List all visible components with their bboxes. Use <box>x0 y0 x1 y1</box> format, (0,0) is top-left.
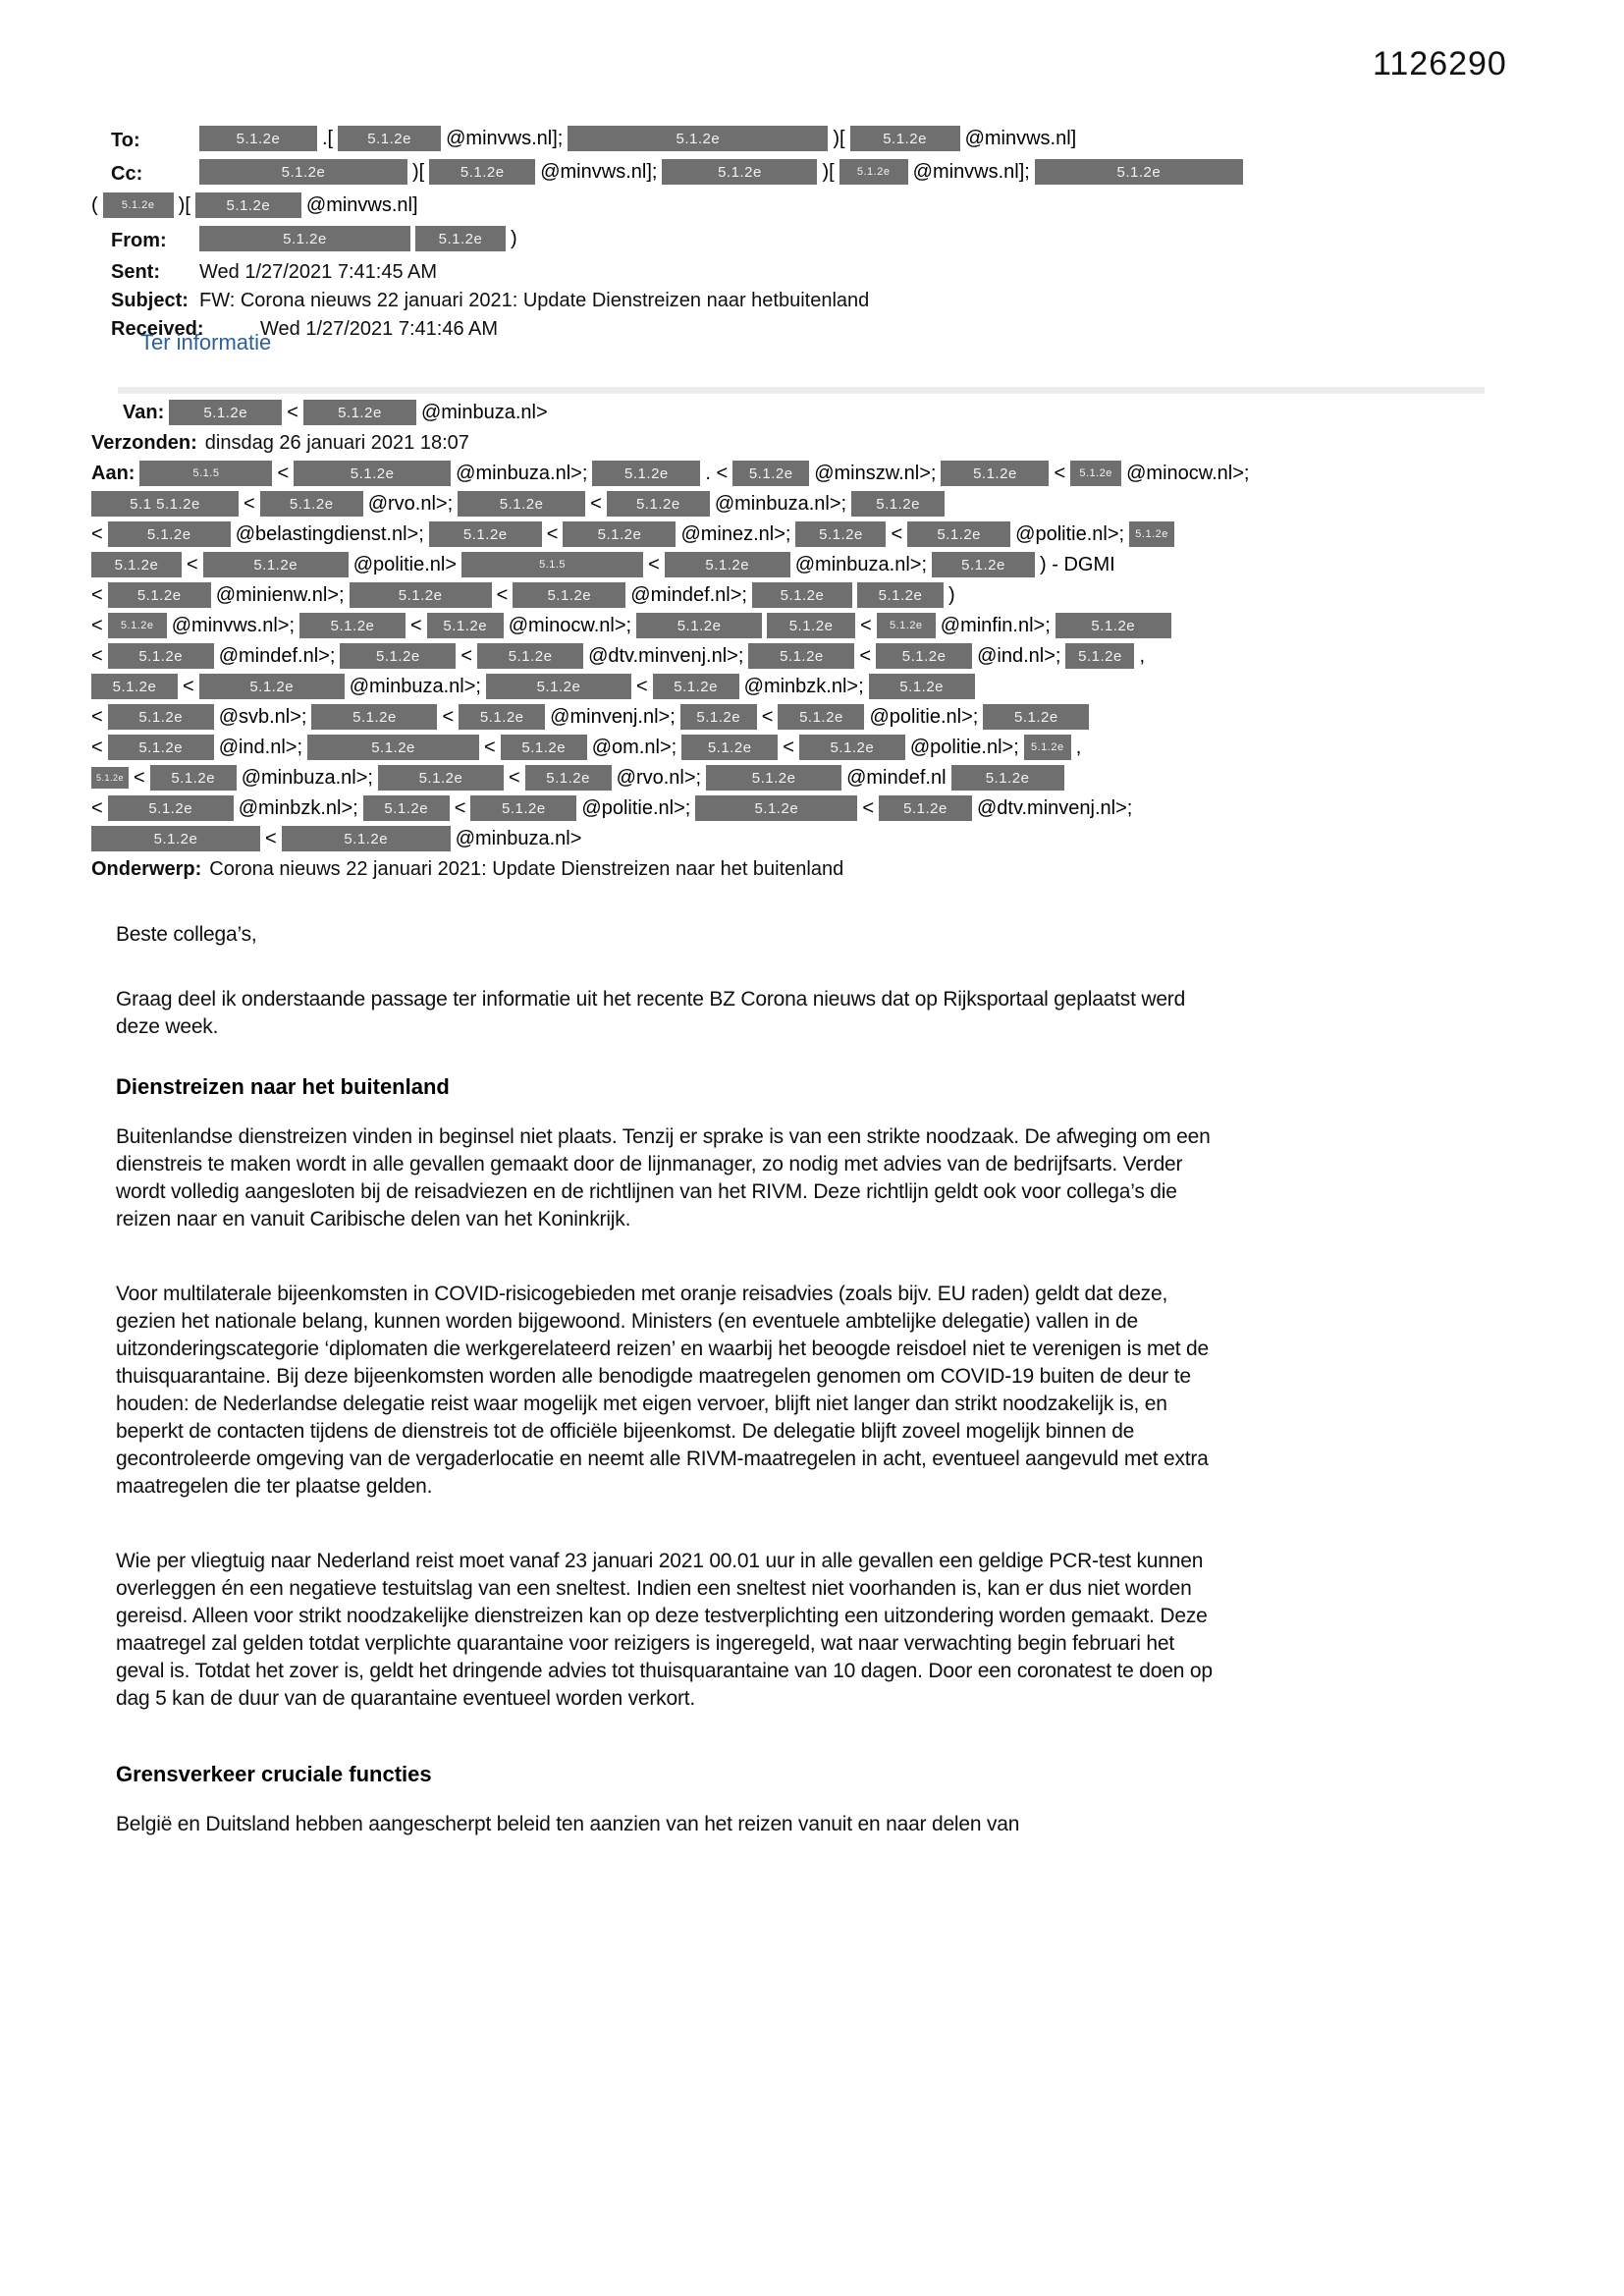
sent-value: Wed 1/27/2021 7:41:45 AM <box>199 260 438 283</box>
redaction-block: 5.1.2e <box>108 643 214 669</box>
redaction-block: 5.1.2e <box>282 826 451 851</box>
recipient-text: )[ <box>833 127 845 149</box>
recipient-text: < <box>187 553 198 575</box>
recipient-text: @minbzk.nl>; <box>238 796 358 819</box>
recipient-text: < <box>91 644 103 667</box>
redaction-block: 5.1.2e <box>427 613 504 638</box>
redaction-block: 5.1.2e <box>799 735 905 760</box>
recipient-text: @minvenj.nl>; <box>550 705 676 728</box>
recipient-line <box>91 613 1564 638</box>
recipient-text: < <box>648 553 660 575</box>
redaction-block: 5.1.2e <box>415 226 506 251</box>
redaction-block: 5.1.2e <box>108 704 214 730</box>
recipient-text: @minocw.nl>; <box>1126 462 1250 484</box>
recipient-text: . < <box>705 462 729 484</box>
redaction-block: 5.1.2e <box>795 521 886 547</box>
recipient-text: < <box>635 675 648 697</box>
aan-value-line-1 <box>139 461 1249 486</box>
header-row-received <box>111 316 1564 342</box>
recipient-text: < <box>287 401 298 423</box>
redaction-block: 5.1.2e <box>477 643 583 669</box>
redaction-block: 5.1.2e <box>695 795 857 821</box>
recipient-text: @minienw.nl>; <box>215 583 345 606</box>
recipient-text: < <box>546 522 559 545</box>
section-heading-grensverkeer: Grensverkeer cruciale functies <box>116 1762 432 1786</box>
recipient-text: < <box>783 736 794 758</box>
recipient-text: @ind.nl>; <box>218 736 303 758</box>
recipient-text: < <box>891 522 903 545</box>
van-value <box>169 400 547 425</box>
recipient-line <box>91 552 1564 577</box>
email-body <box>116 921 1216 1886</box>
to-label: To: <box>111 130 140 151</box>
aan-row-first <box>91 461 1564 486</box>
recipient-text: @politie.nl>; <box>1015 522 1125 545</box>
recipient-text: < <box>91 614 103 636</box>
redaction-block: 5.1.2e <box>778 704 864 730</box>
sent-label: Sent: <box>111 260 160 283</box>
recipient-text: @minvws.nl]; <box>540 160 658 183</box>
recipient-text: < <box>460 644 473 667</box>
recipient-text: < <box>496 583 509 606</box>
received-label: Received: <box>111 317 204 340</box>
cc-value <box>199 159 1243 185</box>
recipient-text: < <box>590 492 602 515</box>
redaction-block: 5.1.2e <box>525 765 612 791</box>
redaction-block: 5.1.2e <box>1070 461 1121 486</box>
recipient-line <box>91 491 1564 517</box>
redaction-block: 5.1.2e <box>429 521 542 547</box>
recipient-line <box>91 795 1564 821</box>
redaction-block: 5.1.2e <box>203 552 349 577</box>
onderwerp-label: Onderwerp: <box>91 857 202 880</box>
redaction-block: 5.1.2e <box>732 461 809 486</box>
recipient-text: < <box>91 796 103 819</box>
redaction-block: 5.1.2e <box>458 491 585 517</box>
recipient-text: ( <box>91 193 98 216</box>
redaction-block: 5.1.2e <box>592 461 700 486</box>
recipient-text: < <box>91 522 103 545</box>
recipient-text: @minbuza.nl>; <box>794 553 928 575</box>
aan-label: Aan: <box>91 462 135 484</box>
recipient-text: @minbuza.nl>; <box>349 675 481 697</box>
redaction-block: 5.1.2e <box>459 704 545 730</box>
redaction-block: 5.1.2e <box>607 491 710 517</box>
redaction-block: 5.1.2e <box>869 674 975 699</box>
redaction-block: 5.1.5 <box>139 461 272 486</box>
recipient-text: @minbuza.nl>; <box>456 462 588 484</box>
recipient-text: @dtv.minvenj.nl>; <box>588 644 744 667</box>
redaction-block: 5.1.2e <box>169 400 282 425</box>
redaction-block: 5.1.2e <box>851 491 945 517</box>
redaction-block: 5.1.2e <box>299 613 406 638</box>
recipient-line <box>91 582 1564 608</box>
redaction-block: 5.1.2e <box>907 521 1010 547</box>
van-label: Van: <box>123 401 165 423</box>
from-label: From: <box>111 230 167 251</box>
redaction-block: 5.1.2e <box>662 159 817 185</box>
cc-continuation-value <box>91 192 418 218</box>
redaction-block: 5.1 5.1.2e <box>91 491 239 517</box>
redaction-block: 5.1.2e <box>307 735 479 760</box>
recipient-text: @minbuza.nl> <box>455 827 582 849</box>
redaction-block: 5.1.2e <box>941 461 1049 486</box>
quoted-email-header <box>91 387 1564 887</box>
greeting: Beste collega’s, <box>116 923 257 946</box>
redaction-block: 5.1.2e <box>199 674 345 699</box>
redaction-block: 5.1.2e <box>199 126 317 151</box>
header-row-cc <box>111 159 1564 190</box>
recipient-text: @rvo.nl>; <box>367 492 454 515</box>
redaction-block: 5.1.2e <box>983 704 1089 730</box>
ter-informatie-link[interactable]: Ter informatie <box>140 330 272 355</box>
redaction-block: 5.1.2e <box>294 461 451 486</box>
document-number: 1126290 <box>1373 45 1507 82</box>
redaction-block: 5.1.2e <box>748 643 854 669</box>
redaction-block: 5.1.2e <box>108 582 211 608</box>
redaction-block: 5.1.2e <box>767 613 855 638</box>
recipient-text: @mindef.nl>; <box>630 583 747 606</box>
recipient-line <box>91 826 1564 851</box>
redaction-block: 5.1.2e <box>876 643 972 669</box>
redaction-block: 5.1.2e <box>103 192 174 218</box>
redaction-block: 5.1.2e <box>839 159 908 185</box>
cc-label: Cc: <box>111 163 143 185</box>
redaction-block: 5.1.2e <box>303 400 416 425</box>
recipient-text: < <box>410 614 422 636</box>
subject-value: FW: Corona nieuws 22 januari 2021: Update Dienstreizen naar hetbuitenland <box>199 289 870 311</box>
section-heading-dienstreizen: Dienstreizen naar het buitenland <box>116 1074 450 1099</box>
redaction-block: 5.1.2e <box>951 765 1064 791</box>
recipient-text: @politie.nl>; <box>909 736 1019 758</box>
aan-lines <box>91 491 1564 851</box>
recipient-text: < <box>862 796 874 819</box>
redaction-block: 5.1.2e <box>513 582 625 608</box>
redaction-block: 5.1.2e <box>706 765 841 791</box>
redaction-block: 5.1.2e <box>501 735 587 760</box>
redaction-block: 5.1.2e <box>199 159 407 185</box>
recipient-text: < <box>508 766 520 789</box>
header-row-sent <box>111 259 1564 285</box>
redaction-block: 5.1.2e <box>311 704 437 730</box>
redaction-block: 5.1.2e <box>108 613 167 638</box>
recipient-text: ) - DGMI <box>1040 553 1115 575</box>
recipient-text: < <box>244 492 255 515</box>
recipient-text: < <box>277 462 290 484</box>
recipient-text: @minvws.nl] <box>964 127 1077 149</box>
recipient-text: @mindef.nl <box>846 766 947 789</box>
highlight-band <box>118 387 1485 394</box>
redaction-block: 5.1.2e <box>378 765 504 791</box>
recipient-text: < <box>761 705 774 728</box>
recipient-text: @minvws.nl]; <box>912 160 1030 183</box>
recipient-text: < <box>454 796 466 819</box>
recipient-text: < <box>183 675 194 697</box>
recipient-line <box>91 704 1564 730</box>
redaction-block: 5.1.2e <box>91 552 182 577</box>
recipient-text: @minbuza.nl> <box>420 401 548 423</box>
redaction-block: 5.1.5 <box>461 552 643 577</box>
redaction-block: 5.1.2e <box>350 582 492 608</box>
verzonden-value: dinsdag 26 januari 2021 18:07 <box>204 431 469 454</box>
redaction-block: 5.1.2e <box>91 826 260 851</box>
onderwerp-row <box>91 856 1564 882</box>
recipient-text: @minvws.nl]; <box>446 127 564 149</box>
header-row-subject <box>111 288 1564 313</box>
redaction-block: 5.1.2e <box>653 674 739 699</box>
recipient-text: @minbzk.nl>; <box>743 675 864 697</box>
recipient-line <box>91 643 1564 669</box>
redaction-block: 5.1.2e <box>260 491 363 517</box>
recipient-text: @minez.nl>; <box>680 522 791 545</box>
redaction-block: 5.1.2e <box>91 767 129 789</box>
subject-label: Subject: <box>111 289 189 311</box>
recipient-text: @minbuza.nl>; <box>714 492 847 515</box>
recipient-line <box>91 765 1564 791</box>
verzonden-row <box>91 430 1564 456</box>
redaction-block: 5.1.2e <box>857 582 944 608</box>
redaction-block: 5.1.2e <box>1035 159 1243 185</box>
recipient-text: @politie.nl>; <box>581 796 691 819</box>
redaction-block: 5.1.2e <box>1129 521 1174 547</box>
redaction-block: 5.1.2e <box>108 735 214 760</box>
recipient-text: @minbuza.nl>; <box>241 766 373 789</box>
recipient-text: @ind.nl>; <box>977 644 1061 667</box>
redaction-block: 5.1.2e <box>486 674 631 699</box>
recipient-text: < <box>134 766 145 789</box>
redaction-block: 5.1.2e <box>879 795 972 821</box>
redaction-block: 5.1.2e <box>150 765 237 791</box>
redaction-block: 5.1.2e <box>91 674 178 699</box>
redaction-block: 5.1.2e <box>752 582 852 608</box>
redaction-block: 5.1.2e <box>1065 643 1134 669</box>
recipient-text: ) <box>948 583 955 606</box>
recipient-text: < <box>859 644 872 667</box>
redaction-block: 5.1.2e <box>636 613 762 638</box>
paragraph: Voor multilaterale bijeenkomsten in COVID-risicogebieden met oranje reisadvies (zoals bijv. EU raden) geldt dat deze, gezien het nationale belang, kunnen worden bijgewoond. Ministers (en eventuele ambtelijke delegatie) vallen in de uitzonderingscategorie ‘diplomaten die werkgerelateerd reizen’ en waarbij het beoogde reisdoel niet te verenigen is met de thuisquarantaine. Bij deze bijeenkomsten worden alle benodigde maatregelen genomen om COVID-19 buiten de deur te houden: de Nederlandse delegatie reist waar mogelijk met eigen vervoer, blijft niet langer dan strikt noodzakelijk is, en beperkt de contacten tijdens de dienstreis tot de officiële bijeenkomst. De delegatie blijft zoveel mogelijk binnen de gecontroleerde omgeving van de vergaderlocatie en neemt alle RIVM-maatregelen in acht, eventueel aangevuld met extra maatregelen die ter plaatse gelden. <box>116 1283 1210 1498</box>
recipient-text: @svb.nl>; <box>218 705 307 728</box>
redaction-block: 5.1.2e <box>850 126 960 151</box>
redaction-block: 5.1.2e <box>470 795 576 821</box>
redaction-block: 5.1.2e <box>340 643 456 669</box>
recipient-text: < <box>1054 462 1066 484</box>
received-value: Wed 1/27/2021 7:41:46 AM <box>260 317 499 340</box>
redaction-block: 5.1.2e <box>199 226 410 251</box>
recipient-text: @minocw.nl>; <box>508 614 632 636</box>
redaction-block: 5.1.2e <box>1024 735 1071 760</box>
recipient-text: , <box>1139 644 1146 667</box>
redaction-block: 5.1.2e <box>108 795 234 821</box>
paragraph: België en Duitsland hebben aangescherpt beleid ten aanzien van het reizen vanuit en naar delen van <box>116 1813 1020 1835</box>
recipient-text: < <box>265 827 277 849</box>
onderwerp-value: Corona nieuws 22 januari 2021: Update Dienstreizen naar het buitenland <box>209 857 844 880</box>
redaction-block: 5.1.2e <box>195 192 301 218</box>
recipient-text: < <box>484 736 496 758</box>
recipient-line <box>91 674 1564 699</box>
header-row-to <box>111 126 1564 156</box>
redaction-block: 5.1.2e <box>680 704 757 730</box>
recipient-text: @minszw.nl>; <box>814 462 937 484</box>
redaction-block: 5.1.2e <box>681 735 778 760</box>
recipient-text: @minvws.nl>; <box>171 614 296 636</box>
header-row-from <box>111 226 1564 256</box>
recipient-text: < <box>442 705 455 728</box>
recipient-text: )[ <box>412 160 425 183</box>
recipient-text: @dtv.minvenj.nl>; <box>977 796 1133 819</box>
redaction-block: 5.1.2e <box>429 159 535 185</box>
recipient-text: < <box>91 583 103 606</box>
recipient-text: < <box>91 705 103 728</box>
recipient-text: @belastingdienst.nl>; <box>235 522 424 545</box>
recipient-text: @rvo.nl>; <box>616 766 702 789</box>
intro-line: Graag deel ik onderstaande passage ter informatie uit het recente BZ Corona nieuws dat op Rijksportaal geplaatst werd deze week. <box>116 988 1186 1038</box>
recipient-text: < <box>91 736 103 758</box>
redaction-block: 5.1.2e <box>877 613 936 638</box>
verzonden-label: Verzonden: <box>91 431 197 454</box>
recipient-text: < <box>860 614 872 636</box>
recipient-text: , <box>1075 736 1082 758</box>
redaction-block: 5.1.2e <box>563 521 676 547</box>
redaction-block: 5.1.2e <box>932 552 1035 577</box>
redaction-block: 5.1.2e <box>568 126 828 151</box>
redaction-block: 5.1.2e <box>1056 613 1171 638</box>
recipient-text: @om.nl>; <box>591 736 677 758</box>
recipient-text: )[ <box>822 160 835 183</box>
recipient-text: @minfin.nl>; <box>940 614 1051 636</box>
recipient-text: @politie.nl>; <box>869 705 979 728</box>
paragraph: Buitenlandse dienstreizen vinden in beginsel niet plaats. Tenzij er sprake is van een strikte noodzaak. De afweging om een dienstreis te maken wordt in alle gevallen gemaakt door de lijnmanager, zo nodig met advies van de bedrijfsarts. Verder wordt volledig aangesloten bij de reisadviezen en de richtlijnen van het RIVM. Deze richtlijn geldt ook voor collega’s die reizen naar en vanuit Caribische delen van het Koninkrijk. <box>116 1125 1211 1230</box>
recipient-text: )[ <box>178 193 190 216</box>
to-value <box>199 126 1076 151</box>
recipient-text: @minvws.nl] <box>305 193 418 216</box>
recipient-text: @politie.nl> <box>352 553 458 575</box>
redaction-block: 5.1.2e <box>108 521 231 547</box>
redaction-block: 5.1.2e <box>338 126 441 151</box>
redaction-block: 5.1.2e <box>363 795 450 821</box>
recipient-text: .[ <box>322 127 334 149</box>
recipient-line <box>91 735 1564 760</box>
recipient-text: @mindef.nl>; <box>218 644 336 667</box>
from-value <box>199 226 517 251</box>
van-row <box>123 400 1564 425</box>
paragraph: Wie per vliegtuig naar Nederland reist moet vanaf 23 januari 2021 00.01 uur in alle gevallen een geldige PCR-test kunnen overleggen én een negatieve testuitslag van een sneltest. Indien een sneltest niet voorhanden is, kan er dus niet worden gereisd. Alleen voor strikt noodzakelijke dienstreizen kan op deze testverplichting een uitzondering worden gemaakt. Deze maatregel zal gelden totdat verplichte quarantaine voor reizigers is ingeregeld, wat naar verwachting begin februari het geval is. Totdat het zover is, geldt het dringende advies tot thuisquarantaine van 10 dagen. Door een coronatest te doen op dag 5 kan de duur van de quarantaine eventueel worden verkort. <box>116 1550 1213 1710</box>
redaction-block: 5.1.2e <box>665 552 790 577</box>
email-header <box>91 126 1564 345</box>
recipient-line <box>91 521 1564 547</box>
header-row-cc-continuation <box>91 192 1564 223</box>
recipient-text: ) <box>511 227 517 249</box>
